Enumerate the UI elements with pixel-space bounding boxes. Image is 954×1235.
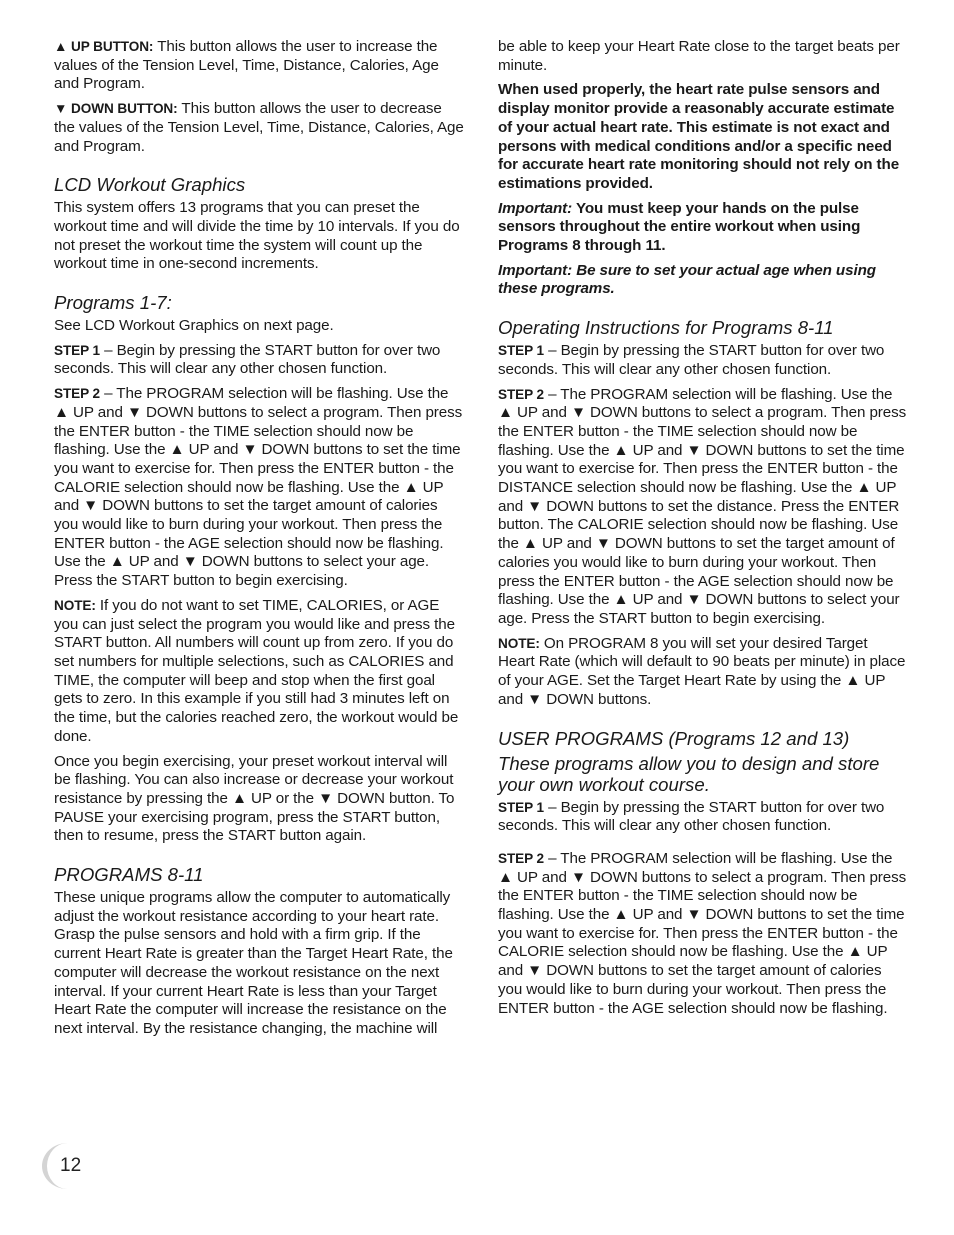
user-programs-heading: USER PROGRAMS (Programs 12 and 13) — [498, 727, 850, 749]
up-button-label: ▲ UP BUTTON: — [54, 39, 154, 54]
op-step1-paragraph — [498, 342, 908, 379]
warning-text: When used properly, the heart rate pulse sensors and display monitor provide a reasonably accurate estimate of your actual heart rate. This estimate is not exact and persons with medical conditions and/or a specific need for accurate heart rate monitoring should not rely on the estimations provided. — [498, 81, 900, 192]
op-note-text: On PROGRAM 8 you will set your desired Target Heart Rate (which will default to 90 beats per minute) in place of your AGE. Set the Target Heart Rate by using the ▲ UP and ▼ DOWN buttons. — [498, 634, 906, 708]
step1-paragraph — [54, 342, 464, 379]
user-step2-text: – The PROGRAM selection will be flashing. Use the ▲ UP and ▼ DOWN buttons to select a program. Then press the ENTER button - the TIME selection should now be flashing. Use the ▲ UP and ▼ DOWN buttons to set the time you want to exercise for. Then press the ENTER button - the CALORIE selection should now be flashing. Use the ▲ UP and ▼ DOWN buttons to set the target amount of calories you would like to burn during your workout. Then press the ENTER button - the AGE selection should now be flashing. — [498, 849, 907, 1017]
right-column — [498, 38, 908, 1024]
step2-paragraph — [54, 385, 464, 591]
up-button-description — [54, 38, 464, 94]
important-label: Important: — [498, 199, 573, 217]
note-text: If you do not want to set TIME, CALORIES, or AGE you can just select the program you would like and press the START button. All numbers will count up from zero. If you do set numbers for multiple selections, such as CALORIES and TIME, the computer will beep and stop when the first goal gets to zero. In this example if you still had 3 minutes left on the time, but the calories reached zero, the workout would be done. — [54, 596, 459, 745]
note-paragraph — [54, 597, 464, 747]
user-step1-text: – Begin by pressing the START button for over two seconds. This will clear any other chosen function. — [498, 798, 885, 835]
op-note-label: NOTE: — [498, 635, 540, 651]
user-step1-label: STEP 1 — [498, 799, 544, 815]
continuation-text: be able to keep your Heart Rate close to the target beats per minute. — [498, 38, 900, 74]
op-note-paragraph — [498, 635, 908, 710]
lcd-heading: LCD Workout Graphics — [54, 174, 246, 196]
step2-label: STEP 2 — [54, 386, 100, 402]
important-hands-paragraph — [498, 200, 908, 256]
operating-instructions-heading: Operating Instructions for Programs 8-11 — [498, 317, 834, 339]
note-label: NOTE: — [54, 597, 96, 613]
programs-8-11-heading: PROGRAMS 8-11 — [54, 864, 204, 886]
down-button-description — [54, 100, 464, 156]
step2-text: – The PROGRAM selection will be flashing. Use the ▲ UP and ▼ DOWN buttons to select a program. Then press the ENTER button - the TIME selection should now be flashing. Use the ▲ UP and ▼ DOWN buttons to set the time you want to exercise for. Then press the ENTER button - the CALORIE selection should now be flashing. Use the ▲ UP and ▼ DOWN buttons to set the target amount of calories you would like to burn during your workout. Then press the ENTER button - the AGE selection should now be flashing. Use the ▲ UP and ▼ DOWN buttons to select your age. Press the START button to begin exercising. — [54, 385, 463, 590]
user-programs-subheading: These programs allow you to design and store your own workout course. — [498, 752, 880, 795]
programs-1-7-heading: Programs 1-7: — [54, 292, 172, 314]
important-age-text: Important: Be sure to set your actual age when using these programs. — [498, 261, 876, 298]
programs-1-7-see: See LCD Workout Graphics on next page. — [54, 317, 334, 335]
lcd-text: This system offers 13 programs that you can preset the workout time and will divide the time by 10 intervals. If you do not preset the workout time the system will count up the workout time in one-second increments. — [54, 199, 460, 273]
step1-text: – Begin by pressing the START button for over two seconds. This will clear any other chosen function. — [54, 341, 441, 378]
op-step2-text: – The PROGRAM selection will be flashing. Use the ▲ UP and ▼ DOWN buttons to select a program. Then press the ENTER button - the TIME selection should now be flashing. Use the ▲ UP and ▼ DOWN buttons to set the time you want to exercise for. Then press the ENTER button - the DISTANCE selection should now be flashing. Use the ▲ UP and ▼ DOWN buttons to set the distance. Press the ENTER button. The CALORIE selection should now be flashing. Use the ▲ UP and ▼ DOWN buttons to set the target amount of calories you would like to burn during your workout. Then press the ENTER button - the AGE selection should now be flashing. Use the ▲ UP and ▼ DOWN buttons to select your age. Press the START button to begin exercising. — [498, 385, 907, 627]
user-step2-paragraph — [498, 850, 908, 1018]
once-paragraph: Once you begin exercising, your preset workout interval will be flashing. You can also increase or decrease your workout resistance by pressing the ▲ UP or the ▼ DOWN button. To PAUSE your exercising program, press the START button, then to resume, press the START button again. — [54, 752, 455, 845]
left-column — [54, 38, 464, 1045]
programs-8-11-text: These unique programs allow the computer to automatically adjust the workout resistance according to your heart rate. Grasp the pulse sensors and hold with a firm grip. If the current Heart Rate is greater than the Target Heart Rate, the computer will decrease the workout resistance on the next interval. If your current Heart Rate is less than your Target Heart Rate the computer will increase the resistance on the next interval. By the resistance changing, the machine will — [54, 889, 453, 1037]
user-step2-label: STEP 2 — [498, 850, 544, 866]
op-step1-label: STEP 1 — [498, 343, 544, 359]
op-step2-paragraph — [498, 386, 908, 629]
op-step1-text: – Begin by pressing the START button for over two seconds. This will clear any other chosen function. — [498, 342, 885, 378]
step1-label: STEP 1 — [54, 342, 100, 358]
up-button-text: This button allows the user to increase the values of the Tension Level, Time, Distance, Calories, Age and Program. — [54, 38, 439, 93]
op-step2-label: STEP 2 — [498, 386, 544, 402]
down-button-text: This button allows the user to decrease the values of the Tension Level, Time, Distance, Calories, Age and Program. — [54, 100, 464, 155]
important-hands-text: You must keep your hands on the pulse sensors throughout the entire workout when using Programs 8 through 11. — [498, 199, 861, 255]
user-step1-paragraph — [498, 799, 908, 836]
down-button-label: ▼ DOWN BUTTON: — [54, 101, 178, 117]
page-number: 12 — [60, 1155, 82, 1176]
